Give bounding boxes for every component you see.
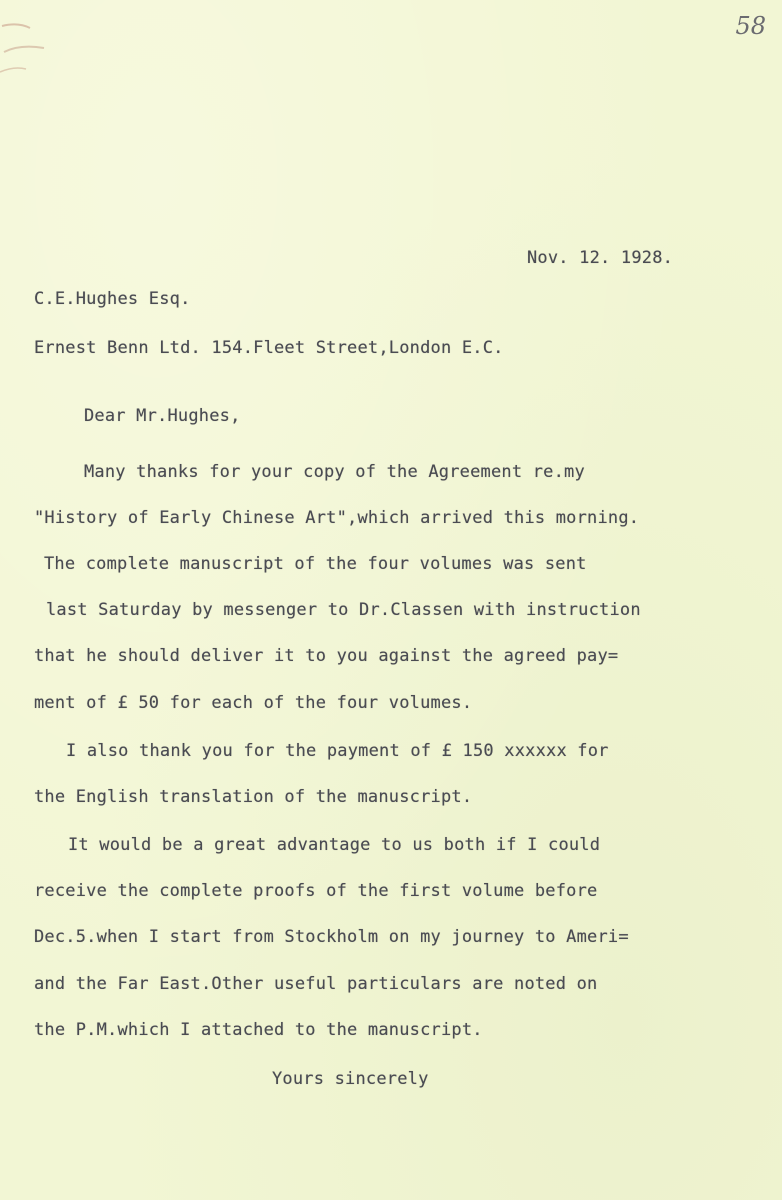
body-line: receive the complete proofs of the first volume before xyxy=(34,881,598,901)
body-line: Dec.5.when I start from Stockholm on my journey to Ameri= xyxy=(34,927,629,947)
body-line: ment of £ 50 for each of the four volumes. xyxy=(34,693,473,713)
closing: Yours sincerely xyxy=(272,1069,429,1089)
body-line: last Saturday by messenger to Dr.Classen with instruction xyxy=(46,600,641,620)
body-line: The complete manuscript of the four volumes was sent xyxy=(44,554,587,574)
body-line: "History of Early Chinese Art",which arrived this morning. xyxy=(34,508,640,528)
salutation: Dear Mr.Hughes, xyxy=(84,406,241,426)
body-line: I also thank you for the payment of £ 150 xxxxxx for xyxy=(66,741,609,761)
letter-date: Nov. 12. 1928. xyxy=(527,248,674,268)
body-line: and the Far East.Other useful particulars are noted on xyxy=(34,974,598,994)
body-line: It would be a great advantage to us both if I could xyxy=(68,835,601,855)
ink-smudge-mark xyxy=(0,14,70,84)
body-line: Many thanks for your copy of the Agreement re.my xyxy=(84,462,585,482)
recipient-address: Ernest Benn Ltd. 154.Fleet Street,London E.C. xyxy=(34,338,504,358)
body-line: the P.M.which I attached to the manuscript. xyxy=(34,1020,483,1040)
body-line: the English translation of the manuscript. xyxy=(34,787,473,807)
body-line: that he should deliver it to you against the agreed pay= xyxy=(34,646,619,666)
page-number: 58 xyxy=(735,12,766,40)
recipient-name: C.E.Hughes Esq. xyxy=(34,289,191,309)
